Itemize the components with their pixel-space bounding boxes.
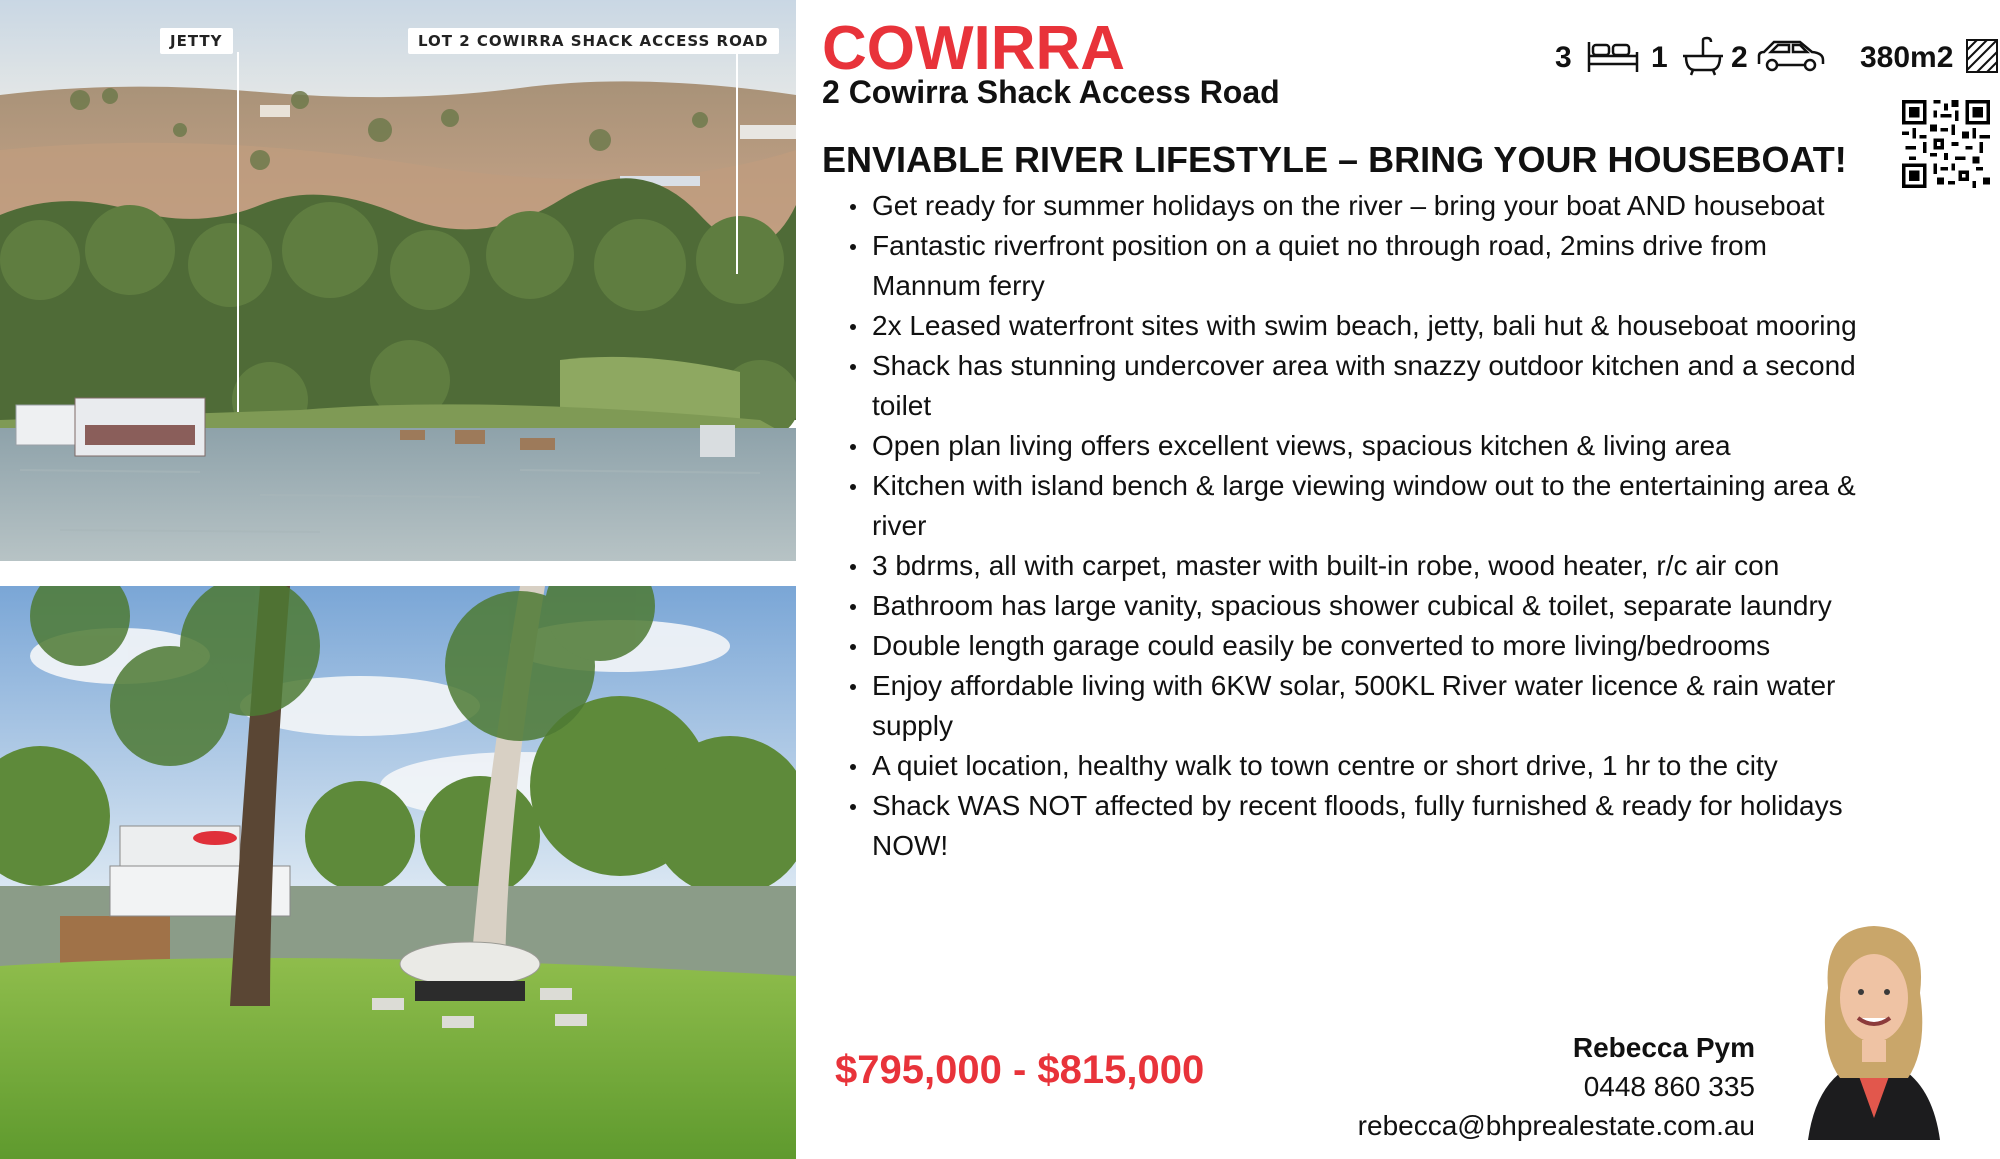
highlight-item: Get ready for summer holidays on the river – bring your boat AND houseboat: [872, 186, 1872, 226]
suburb-title: COWIRRA: [822, 14, 1126, 83]
qr-code-icon: [1902, 100, 1990, 188]
bath-icon: [1681, 36, 1725, 81]
bed-icon: [1585, 36, 1641, 81]
bedroom-count: 3: [1555, 41, 1572, 74]
land-area: 380m2: [1860, 41, 1954, 74]
car-icon: [1756, 36, 1826, 81]
highlight-item: Shack WAS NOT affected by recent floods, fully furnished & ready for holidays NOW!: [872, 786, 1872, 866]
jetty-pointer-line: [237, 52, 239, 412]
agent-portrait: [1768, 918, 1980, 1140]
aerial-river-photo: [0, 0, 796, 561]
agent-portrait-image: [1768, 918, 1980, 1140]
highlight-item: 3 bdrms, all with carpet, master with built-in robe, wood heater, r/c air con: [872, 546, 1872, 586]
property-address: 2 Cowirra Shack Access Road: [822, 74, 1280, 110]
highlight-item: Bathroom has large vanity, spacious shower cubical & toilet, separate laundry: [872, 586, 1872, 626]
agent-email[interactable]: rebecca@bhprealestate.com.au: [1357, 1110, 1755, 1141]
property-features: [1555, 36, 2000, 76]
lawn-houseboat-image: [0, 586, 796, 1159]
agent-phone[interactable]: 0448 860 335: [1583, 1071, 1755, 1102]
highlight-item: Kitchen with island bench & large viewing window out to the entertaining area & river: [872, 466, 1872, 546]
bathroom-count: 1: [1651, 41, 1668, 74]
highlights-list: [872, 186, 1872, 866]
highlight-item: Enjoy affordable living with 6KW solar, 500KL River water licence & rain water supply: [872, 666, 1872, 746]
highlight-item: 2x Leased waterfront sites with swim beach, jetty, bali hut & houseboat mooring: [872, 306, 1872, 346]
price-range: $795,000 - $815,000: [835, 1048, 1205, 1092]
highlight-item: Double length garage could easily be converted to more living/bedrooms: [872, 626, 1872, 666]
land-area-icon: [1965, 36, 1999, 81]
lot-pointer-line: [736, 52, 738, 274]
listing-headline: ENVIABLE RIVER LIFESTYLE – BRING YOUR HOUSEBOAT!: [822, 139, 1847, 180]
highlight-item: Shack has stunning undercover area with snazzy outdoor kitchen and a second toilet: [872, 346, 1872, 426]
lawn-houseboat-photo: [0, 586, 796, 1159]
jetty-label: JETTY: [160, 28, 233, 54]
lot-label: LOT 2 COWIRRA SHACK ACCESS ROAD: [408, 28, 779, 54]
highlight-item: Open plan living offers excellent views, spacious kitchen & living area: [872, 426, 1872, 466]
aerial-river-image: [0, 0, 796, 561]
qr-code[interactable]: [1902, 100, 1990, 188]
highlight-item: Fantastic riverfront position on a quiet no through road, 2mins drive from Mannum ferry: [872, 226, 1872, 306]
agent-contact: [1358, 1028, 1755, 1145]
highlight-item: A quiet location, healthy walk to town centre or short drive, 1 hr to the city: [872, 746, 1872, 786]
agent-name: Rebecca Pym: [1572, 1032, 1755, 1063]
car-space-count: 2: [1731, 41, 1748, 74]
